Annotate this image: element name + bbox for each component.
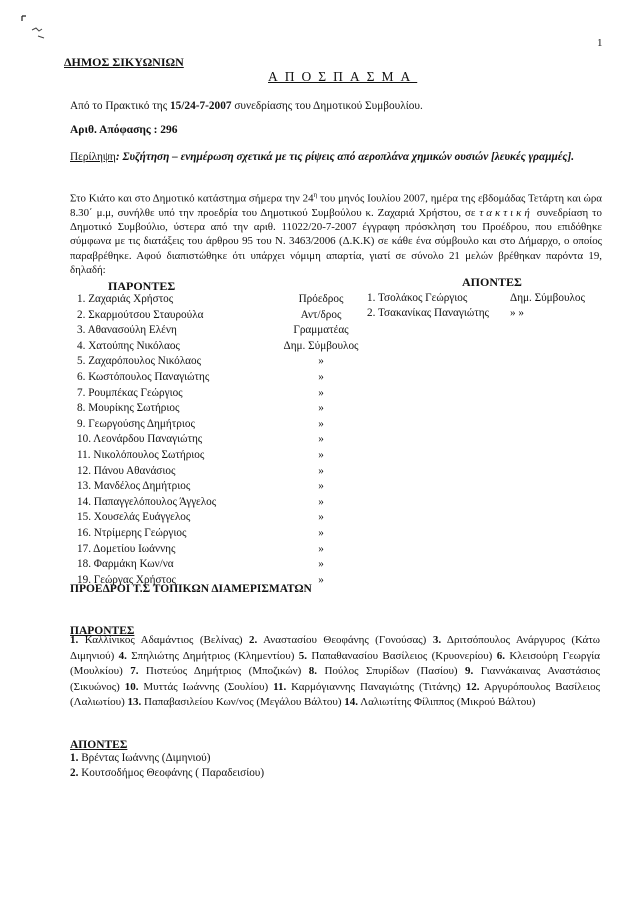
item-number: 1. bbox=[70, 752, 79, 764]
list-item bbox=[367, 291, 585, 306]
minutes-prefix: Από το Πρακτικό της bbox=[70, 100, 168, 112]
minutes-suffix: συνεδρίασης του Δημοτικού Συμβουλίου. bbox=[234, 100, 423, 112]
list-item bbox=[77, 386, 369, 402]
member-name: 12. Πάνου Αθανάσιος bbox=[77, 464, 176, 477]
list-item bbox=[77, 557, 369, 573]
member-name: 10. Λεονάρδου Παναγιώτης bbox=[77, 433, 203, 446]
list-item bbox=[77, 339, 369, 355]
member-role: » bbox=[318, 402, 324, 415]
item-text: Γιαννάκαινας Αναστάσιος (Σικυώνος) bbox=[70, 665, 600, 693]
list-item bbox=[77, 354, 369, 370]
member-name: 4. Χατούπης Νικόλαος bbox=[77, 339, 180, 352]
item-number: 3. bbox=[432, 634, 442, 646]
member-name: 3. Αθανασούλη Ελένη bbox=[77, 324, 177, 337]
list-item bbox=[77, 417, 369, 433]
item-text: Παπαβασιλείου Κων/νος (Μεγάλου Βάλτου) bbox=[141, 696, 345, 709]
member-name: 8. Μουρίκης Σωτήριος bbox=[77, 402, 180, 415]
intro-paragraph bbox=[70, 191, 602, 277]
local-present-header: ΠΑΡΟΝΤΕΣ bbox=[70, 625, 135, 637]
item-number: 6. bbox=[496, 649, 505, 662]
item-text: Βρέντας Ιωάννης (Διμηνιού) bbox=[78, 752, 211, 764]
member-name: 6. Κωστόπουλος Παναγιώτης bbox=[77, 370, 210, 383]
list-item bbox=[77, 526, 369, 542]
intro-session-type: τακτική bbox=[479, 206, 533, 219]
member-role: » bbox=[318, 558, 324, 571]
member-role: Δημ. Σύμβουλος bbox=[283, 339, 359, 352]
member-role: » bbox=[318, 573, 324, 586]
intro-part1: Στο Κιάτο και στο Δημοτικό κατάστημα σήμερα την 24 bbox=[70, 192, 314, 205]
item-text: Αργυρόπουλος Βασίλειος (Λαλιωτίου) bbox=[70, 680, 600, 709]
item-number: 10. bbox=[124, 680, 139, 693]
member-role: » bbox=[318, 526, 324, 539]
minutes-number-date: 15/24-7-2007 bbox=[170, 100, 232, 112]
list-item bbox=[77, 495, 369, 511]
item-text: Κουτσοδήμος Θεοφάνης ( Παραδεισίου) bbox=[78, 767, 265, 779]
list-item bbox=[77, 542, 369, 558]
member-role: Αντ/δρος bbox=[300, 308, 342, 321]
present-list bbox=[77, 292, 369, 588]
summary bbox=[70, 150, 596, 164]
item-text: Αναστασίου Θεοφάνης (Γονούσας) bbox=[257, 634, 433, 646]
item-text: Πούλος Σπυρίδων (Πασίου) bbox=[317, 665, 466, 678]
member-name: 15. Χουσελάς Ευάγγελος bbox=[77, 511, 191, 524]
item-text: Καλλίνικος Αδαμάντιος (Βελίνας) bbox=[78, 634, 250, 646]
member-name: 16. Ντρίμερης Γεώργιος bbox=[77, 526, 187, 539]
list-item bbox=[77, 432, 369, 448]
member-name: 1. Ζαχαριάς Χρήστος bbox=[77, 293, 174, 305]
item-number: 4. bbox=[118, 649, 127, 662]
list-item bbox=[77, 401, 369, 417]
member-role: » bbox=[318, 495, 324, 508]
list-item bbox=[77, 308, 369, 324]
member-role: » bbox=[318, 542, 324, 555]
item-text: Πιστεύος Δημήτριος (Μποζικών) bbox=[138, 665, 309, 678]
item-text: Δριτσόπουλος Ανάργυρος (Κάτω Διμηνιού) bbox=[70, 634, 600, 662]
item-number: 9. bbox=[465, 665, 474, 678]
intro-part3: συνεδρίαση το Δημοτικό Συμβούλιο, ύστερα από την αριθ. 11022/20-7-2007 έγγραφη πρόσκληση του Προέδρου, που επιδόθηκε σύμφωνα με τις διατάξεις του άρθρου 95 του Ν. 3463/2006 (Δ.Κ.Κ) σε κάθε ένα σύμβουλο και στο Δήμαρχο, ο οποίος παραβρέθηκε. Αφού διαπιστώθηκε ότι υπάρχει νόμιμη απαρτία, γιατί σε σύνολο 21 μελών βρέθηκαν παρόντα 19, δηλαδή: bbox=[70, 206, 602, 277]
local-presidents-title: ΠΡΟΕΔΡΟΙ Τ.Σ ΤΟΠΙΚΩΝ ΔΙΑΜΕΡΙΣΜΑΤΩΝ bbox=[70, 583, 312, 595]
absent-header: ΑΠΟΝΤΕΣ bbox=[462, 275, 522, 289]
member-role: Πρόεδρος bbox=[298, 293, 344, 305]
item-number: 5. bbox=[298, 649, 308, 662]
list-item bbox=[77, 292, 369, 308]
member-name: 18. Φαρμάκη Κων/να bbox=[77, 558, 174, 571]
member-name: 5. Ζαχαρόπουλος Νικόλαος bbox=[77, 355, 202, 368]
member-name: 9. Γεωργούσης Δημήτριος bbox=[77, 417, 195, 430]
minutes-reference bbox=[70, 99, 423, 113]
item-number: 1. bbox=[70, 634, 79, 646]
member-name: 14. Παπαγγελόπουλος Άγγελος bbox=[77, 495, 217, 508]
page-number: 1 bbox=[597, 37, 603, 49]
present-header: ΠΑΡΟΝΤΕΣ bbox=[108, 279, 176, 293]
list-item bbox=[70, 751, 264, 766]
member-name: 17. Δομετίου Ιωάννης bbox=[77, 542, 176, 555]
list-item bbox=[77, 323, 369, 339]
item-number: 2. bbox=[249, 634, 258, 646]
member-role: » bbox=[318, 386, 324, 399]
member-name: 2. Τσακανίκας Παναγιώτης bbox=[367, 307, 489, 319]
member-role: » bbox=[318, 370, 324, 383]
list-item bbox=[77, 464, 369, 480]
item-number: 8. bbox=[308, 665, 317, 678]
member-name: 13. Μανδέλος Δημήτριος bbox=[77, 480, 191, 493]
list-item bbox=[367, 306, 585, 321]
member-name: 11. Νικολόπουλος Σωτήριος bbox=[77, 448, 205, 461]
member-role: » bbox=[318, 355, 324, 368]
item-number: 11. bbox=[273, 680, 287, 693]
member-role: Γραμματέας bbox=[293, 324, 349, 337]
item-text: Λαλιωτίτης Φίλιππος (Μικρού Βάλτου) bbox=[358, 696, 536, 709]
list-item bbox=[77, 510, 369, 526]
list-item bbox=[77, 370, 369, 386]
item-text: Μυττάς Ιωάννης (Σουλίου) bbox=[138, 680, 274, 693]
summary-label: Περίληψη bbox=[70, 151, 116, 163]
member-name: 19. Γεώργας Χρήστος bbox=[77, 573, 176, 586]
document-title: ΑΠΟΣΠΑΣΜΑ bbox=[268, 69, 418, 84]
member-name: 1. Τσολάκος Γεώργιος bbox=[367, 292, 468, 304]
scan-mark-icon bbox=[20, 14, 50, 40]
absent-list bbox=[367, 291, 585, 321]
list-item bbox=[77, 448, 369, 464]
local-present-paragraph bbox=[70, 633, 600, 711]
item-number: 13. bbox=[127, 696, 142, 709]
member-role: » bbox=[318, 417, 324, 430]
member-role: » » bbox=[510, 307, 524, 319]
item-text: Σπηλιώτης Δημήτριος (Κλημεντίου) bbox=[126, 649, 299, 662]
member-role: » bbox=[318, 511, 324, 524]
municipality-heading: ΔΗΜΟΣ ΣΙΚΥΩΝΙΩΝ bbox=[64, 55, 184, 69]
member-role: » bbox=[318, 433, 324, 446]
item-text: Κλεισούρη Γεωργία (Μουλκίου) bbox=[70, 649, 600, 678]
item-number: 12. bbox=[465, 680, 480, 693]
item-text: Παπαθανασίου Βασίλειος (Κρυονερίου) bbox=[307, 649, 497, 662]
local-absent-list bbox=[70, 751, 264, 781]
member-role: » bbox=[318, 448, 324, 461]
item-number: 2. bbox=[70, 767, 79, 779]
member-name: 2. Σκαρμούτσου Σταυρούλα bbox=[77, 308, 204, 321]
member-role: Δημ. Σύμβουλος bbox=[510, 292, 585, 304]
item-text: Καρμόγιαννης Παναγιώτης (Τιτάνης) bbox=[286, 680, 466, 693]
list-item bbox=[70, 766, 264, 781]
member-name: 7. Ρουμπέκας Γεώργιος bbox=[77, 386, 183, 399]
item-number: 14. bbox=[344, 696, 358, 709]
list-item bbox=[77, 479, 369, 495]
summary-text: : Συζήτηση – ενημέρωση σχετικά με τις ρίψεις από αεροπλάνα χημικών ουσιών [λευκές γραμμές]. bbox=[115, 151, 575, 163]
item-number: 7. bbox=[130, 665, 139, 678]
decision-number: Αριθ. Απόφασης : 296 bbox=[70, 124, 178, 136]
intro-part2: του μηνός Ιουλίου 2007, ημέρα της εβδομάδας Τετάρτη και ώρα 8.30΄ μ.μ, συνήλθε υπό την προεδρία του Δημοτικού Συμβούλου κ. Ζαχαριά Χρήστου, σε bbox=[70, 192, 602, 219]
intro-sup: η bbox=[313, 191, 318, 199]
member-role: » bbox=[318, 480, 324, 493]
member-role: » bbox=[318, 464, 324, 477]
local-absent-header: ΑΠΟΝΤΕΣ bbox=[70, 739, 128, 751]
